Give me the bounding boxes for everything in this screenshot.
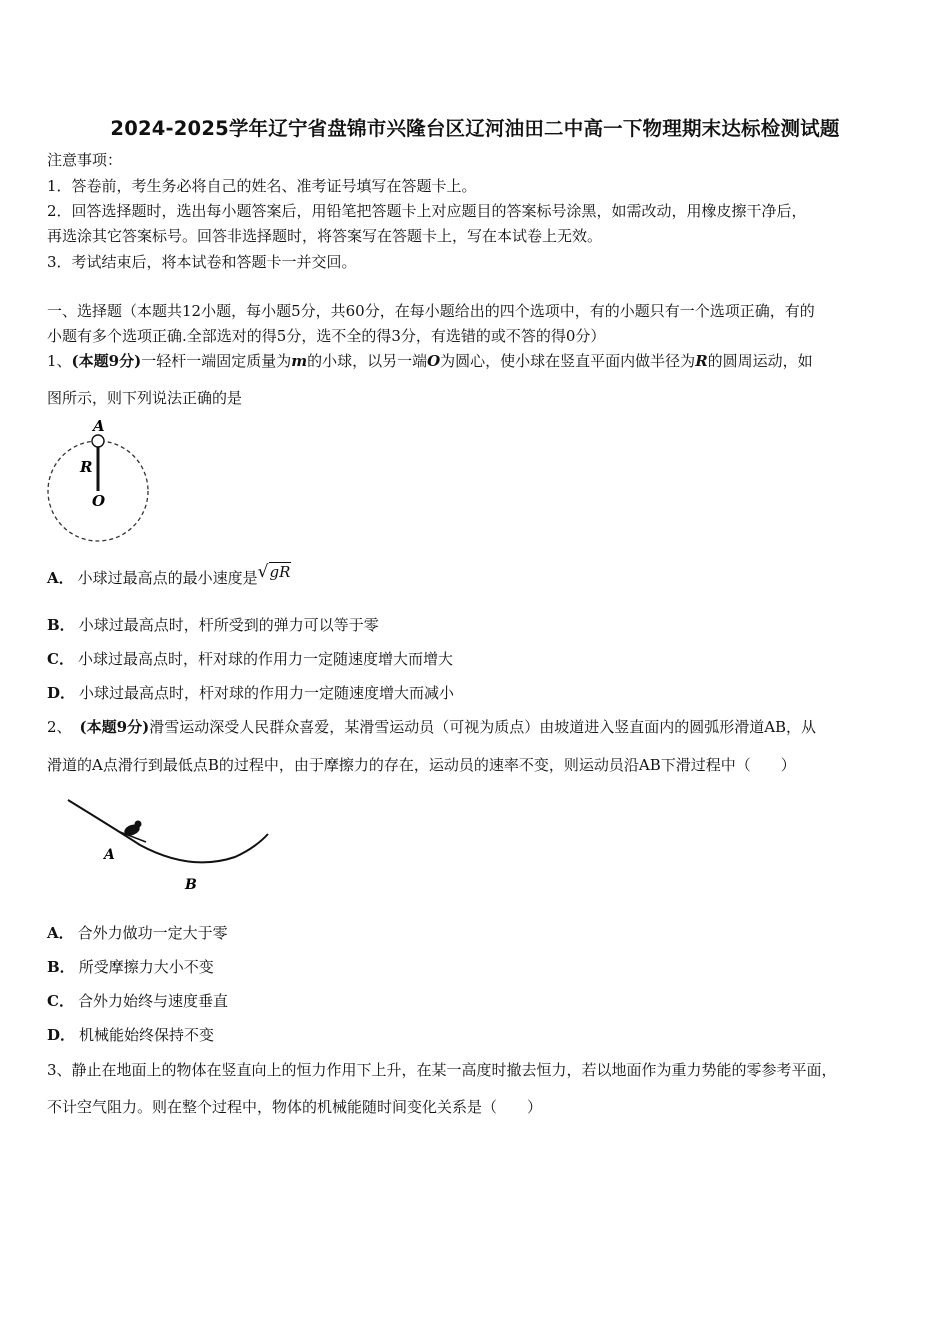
option-label: C． — [47, 992, 74, 1010]
question-2-option-b[interactable] — [47, 957, 214, 977]
option-text: 机械能始终保持不变 — [79, 1026, 215, 1044]
notice-item-1: 1．答卷前，考生务必将自己的姓名、准考证号填写在答题卡上。 — [47, 177, 477, 195]
question-3-line-1: 3、静止在地面上的物体在竖直向上的恒力作用下上升，在某一高度时撤去恒力，若以地面作为重力势能的零参考平面， — [47, 1061, 837, 1079]
sqrt-formula: √gR — [257, 562, 291, 582]
question-1-option-a[interactable] — [47, 562, 291, 588]
option-text: 小球过最高点时，杆对球的作用力一定随速度增大而减小 — [79, 684, 455, 702]
question-1-text-a: 一轻杆一端固定质量为 — [141, 352, 292, 370]
question-1-score: (本题9分) — [71, 352, 142, 370]
question-1-var-r: R — [695, 352, 708, 370]
question-1-option-d[interactable] — [47, 683, 454, 703]
question-1-option-c[interactable] — [47, 649, 453, 669]
option-label: A． — [47, 924, 74, 942]
option-text: 合外力做功一定大于零 — [77, 924, 228, 942]
label-r: R — [80, 458, 93, 476]
question-2-line-2: 滑道的A点滑行到最低点B的过程中，由于摩擦力的存在，运动员的速率不变，则运动员沿AB下滑过程中（ ） — [47, 756, 796, 774]
question-1-text-c: 为圆心，使小球在竖直平面内做半径为 — [440, 352, 696, 370]
option-label: D． — [47, 684, 76, 702]
skier-icon — [120, 821, 146, 843]
label-o: O — [92, 492, 106, 510]
question-2-prefix: 2、 — [47, 718, 72, 736]
question-1-figure — [40, 414, 160, 544]
question-2-text: 滑雪运动深受人民群众喜爱，某滑雪运动员（可视为质点）由坡道进入竖直面内的圆弧形滑道AB，从 — [149, 718, 817, 736]
option-label: B． — [47, 616, 75, 634]
ski-track — [68, 800, 268, 862]
label-a: A — [104, 847, 115, 863]
question-1-line-1 — [47, 351, 813, 371]
option-label: C． — [47, 650, 74, 668]
notice-item-2b: 再选涂其它答案标号。回答非选择题时，将答案写在答题卡上，写在本试卷上无效。 — [47, 227, 603, 245]
question-1-var-o: O — [427, 352, 441, 370]
option-text: 合外力始终与速度垂直 — [77, 992, 228, 1010]
option-text: 小球过最高点时，杆所受到的弹力可以等于零 — [78, 616, 379, 634]
question-1-prefix: 1、 — [47, 352, 72, 370]
option-label: A． — [47, 569, 74, 587]
option-text: 小球过最高点的最小速度是 — [77, 569, 258, 587]
question-2-figure — [60, 792, 275, 897]
option-label: B． — [47, 958, 75, 976]
option-text: 所受摩擦力大小不变 — [78, 958, 214, 976]
notice-heading: 注意事项： — [47, 151, 123, 169]
page-title: 2024-2025学年辽宁省盘锦市兴隆台区辽河油田二中高一下物理期末达标检测试题 — [110, 117, 840, 140]
question-1-text-b: 的小球，以另一端 — [307, 352, 428, 370]
ball — [92, 435, 104, 447]
section-1-line-2: 小题有多个选项正确.全部选对的得5分，选不全的得3分，有选错的或不答的得0分） — [47, 327, 606, 345]
section-1-line-1: 一、选择题（本题共12小题，每小题5分，共60分，在每小题给出的四个选项中，有的小题只有一个选项正确，有的 — [47, 302, 815, 320]
question-1-option-b[interactable] — [47, 615, 379, 635]
label-b: B — [185, 877, 197, 893]
question-2-option-d[interactable] — [47, 1025, 214, 1045]
question-1-line-2: 图所示，则下列说法正确的是 — [47, 389, 243, 407]
option-text: 小球过最高点时，杆对球的作用力一定随速度增大而增大 — [77, 650, 453, 668]
option-label: D． — [47, 1026, 76, 1044]
formula-radicand: gR — [269, 563, 291, 581]
question-1-var-m: m — [291, 352, 308, 370]
question-2-option-a[interactable] — [47, 923, 228, 943]
question-2-score: (本题9分) — [79, 718, 150, 736]
notice-item-2a: 2．回答选择题时，选出每小题答案后，用铅笔把答题卡上对应题目的答案标号涂黑，如需改动，用橡皮擦干净后， — [47, 202, 807, 220]
question-1-text-d: 的圆周运动，如 — [707, 352, 813, 370]
question-2-option-c[interactable] — [47, 991, 228, 1011]
question-2-line-1 — [47, 717, 816, 737]
label-a: A — [93, 417, 105, 435]
notice-item-3: 3．考试结束后，将本试卷和答题卡一并交回。 — [47, 253, 357, 271]
question-3-line-2: 不计空气阻力。则在整个过程中，物体的机械能随时间变化关系是（ ） — [47, 1098, 543, 1116]
